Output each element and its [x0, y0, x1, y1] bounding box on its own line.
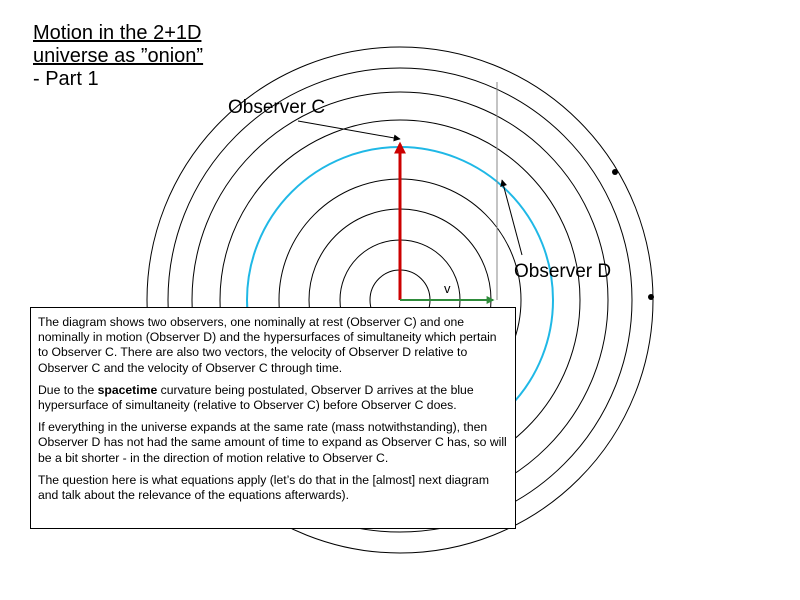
description-paragraph-1: The diagram shows two observers, one nominally at rest (Observer C) and one nominally in motion (Observer D) and the hypersurfaces of simultaneity which pertain to Observer C. There are also two vectors, the velocity of Observer D relative to Observer C and the velocity of Observer C through time.: [38, 315, 497, 375]
description-paragraph-2: [38, 383, 508, 413]
observer-d-pointer: [502, 180, 522, 255]
observer-c-label: Observer C: [228, 97, 326, 118]
p2-text-after: curvature being postulated, Observer D arrives at the blue hypersurface of simultaneity (relative to Observer C) before Observer C does.: [38, 382, 474, 413]
p2-text-before: Due to the: [38, 382, 98, 397]
observer-c-pointer: [298, 121, 400, 139]
outer-ring-dot-1: [612, 169, 618, 175]
p2-bold-term: spacetime: [97, 382, 158, 397]
observer-d-label: Observer D: [514, 261, 612, 282]
description-paragraph-3: If everything in the universe expands at the same rate (mass notwithstanding), then Observer D has not had the same amount of time to expand as Observer C has, so will be a bit shorter - in the direction of motion relative to Observer C.: [38, 420, 507, 465]
title-line-2: universe as ”onion”: [33, 45, 204, 67]
velocity-label: v: [444, 281, 451, 296]
description-box: [30, 307, 516, 529]
title-line-1: Motion in the 2+1D: [33, 22, 202, 44]
description-paragraph-4: The question here is what equations apply (let’s do that in the [almost] next diagram and talk about the relevance of the equations afterwards).: [38, 472, 489, 503]
title-line-3: - Part 1: [33, 68, 99, 90]
outer-ring-dot-2: [648, 294, 654, 300]
slide-title: [33, 22, 203, 91]
